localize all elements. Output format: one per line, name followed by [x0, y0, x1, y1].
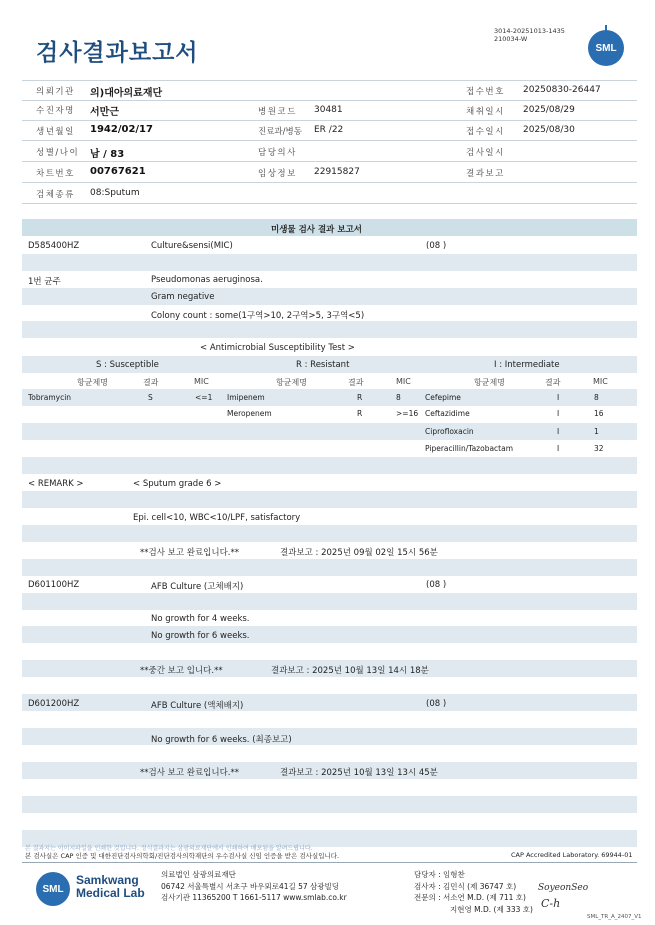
- legend-intermediate: I : Intermediate: [494, 360, 560, 370]
- col-drug-1: 항균제명: [77, 378, 108, 387]
- report-label: 결과보고: [466, 169, 505, 179]
- examiner: 검사자 : 김민식 (제 36747 호): [414, 881, 517, 891]
- ast-drug: Cefepime: [425, 393, 461, 402]
- row-band: [22, 694, 637, 711]
- patient-label: 수진자명: [36, 106, 75, 116]
- test1-name: Culture&sensi(MIC): [151, 241, 233, 251]
- divider: [22, 182, 637, 183]
- colony-count: Colony count : some(1구역>10, 2구역>5, 3구역<5): [151, 311, 365, 321]
- ast-mic: 8: [594, 393, 599, 402]
- test3-line1: No growth for 6 weeks. (최종보고): [151, 735, 292, 745]
- specimen-value: 08:Sputum: [90, 188, 140, 198]
- row-band: [22, 389, 637, 406]
- status2-time: 결과보고 : 2025년 10월 13일 14시 18분: [271, 666, 429, 676]
- ast-result: I: [557, 393, 560, 402]
- signature-2: C-h: [541, 897, 561, 910]
- sex-age-value: 남 / 83: [90, 149, 125, 160]
- test2-specimen: (08 ): [426, 580, 447, 590]
- collect-date-label: 채취일시: [466, 107, 505, 117]
- ast-drug: Piperacillin/Tazobactam: [425, 444, 514, 453]
- legend-susceptible: S : Susceptible: [96, 360, 159, 370]
- manager: 담당자 : 임형찬: [414, 870, 465, 879]
- document-number: [494, 27, 565, 43]
- organism-name: Pseudomonas aeruginosa.: [151, 275, 263, 285]
- test2-code: D601100HZ: [28, 580, 80, 590]
- requester-value: 의)대아의료재단: [90, 88, 163, 99]
- logo-line2: Medical Lab: [76, 886, 145, 900]
- ast-title: < Antimicrobial Susceptibility Test >: [200, 343, 355, 353]
- cert-note: 본 검사실은 CAP 인증 및 대한진단검사의학회/진단검사의학재단의 우수검사실 신임 인증을 받은 검사실입니다.: [25, 852, 340, 860]
- specimen-label: 검체종류: [36, 190, 75, 200]
- test3-name: AFB Culture (액체배지): [151, 701, 244, 711]
- divider: [22, 80, 637, 81]
- ast-drug: Imipenem: [227, 393, 265, 402]
- form-code: SML_TR_A_2407_V1: [587, 914, 642, 920]
- ast-result: R: [357, 409, 363, 418]
- remark-text: Epi. cell<10, WBC<10/LPF, satisfactory: [133, 513, 301, 523]
- receipt-date-value: 2025/08/30: [523, 125, 575, 135]
- col-mic-1: MIC: [194, 377, 209, 386]
- collect-date-value: 2025/08/29: [523, 105, 575, 115]
- status3: **검사 보고 완료입니다.**: [140, 768, 240, 778]
- dept-value: ER /22: [314, 125, 344, 135]
- test2-line1: No growth for 4 weeks.: [151, 614, 250, 624]
- specialist1: 전문의 : 서소연 M.D. (제 711 호): [414, 893, 526, 902]
- row-band: [22, 254, 637, 271]
- ast-mic: 1: [594, 427, 599, 436]
- ast-drug: Ceftazidime: [425, 409, 470, 418]
- organism-label: 1번 균주: [28, 277, 61, 287]
- ast-result: S: [148, 393, 153, 402]
- footer-divider: [22, 862, 637, 863]
- status2: **중간 보고 입니다.**: [140, 666, 223, 676]
- ast-drug: Ciprofloxacin: [425, 427, 474, 436]
- divider: [22, 203, 637, 204]
- document-number-line1: 3014-20251013-1435: [494, 27, 565, 35]
- test2-name: AFB Culture (고체배지): [151, 582, 244, 592]
- test3-code: D601200HZ: [28, 699, 80, 709]
- divider: [22, 120, 637, 121]
- doctor-label: 담당의사: [258, 148, 297, 158]
- test2-line2: No growth for 6 weeks.: [151, 631, 250, 641]
- receipt-date-label: 접수일시: [466, 127, 505, 137]
- col-mic-2: MIC: [396, 377, 411, 386]
- ast-result: I: [557, 444, 560, 453]
- ast-mic: >=16: [396, 409, 419, 418]
- col-mic-3: MIC: [593, 377, 608, 386]
- row-band: [22, 491, 637, 508]
- row-band: [22, 593, 637, 610]
- test1-specimen: (08 ): [426, 241, 447, 251]
- ast-result: R: [357, 393, 363, 402]
- ast-mic: 16: [594, 409, 604, 418]
- remark-grade: < Sputum grade 6 >: [133, 479, 222, 489]
- row-band: [22, 559, 637, 576]
- row-band: [22, 728, 637, 745]
- col-result-1: 결과: [143, 378, 159, 387]
- row-band: [22, 321, 637, 338]
- ast-result: I: [557, 409, 560, 418]
- logo-line1: Samkwang: [76, 873, 139, 887]
- hospital-code-label: 병원코드: [258, 107, 297, 117]
- footer-sml-logo: SML: [36, 872, 70, 906]
- ast-result: I: [557, 427, 560, 436]
- clinical-label: 임상정보: [258, 169, 297, 179]
- dept-label: 진료과/병동: [258, 127, 302, 137]
- ast-drug: Meropenem: [227, 409, 272, 418]
- status1: **검사 보고 완료입니다.**: [140, 548, 240, 558]
- sml-logo: SML: [588, 30, 624, 66]
- row-band: [22, 525, 637, 542]
- divider: [22, 161, 637, 162]
- cap-note: CAP Accredited Laboratory. 69944-01: [511, 851, 633, 859]
- test1-code: D585400HZ: [28, 241, 80, 251]
- row-band: [22, 288, 637, 305]
- ast-mic: 8: [396, 393, 401, 402]
- col-drug-3: 항균제명: [474, 378, 505, 387]
- remark-label: < REMARK >: [28, 479, 84, 489]
- receipt-no-value: 20250830-26447: [523, 85, 601, 95]
- page-title: 검사결과보고서: [36, 40, 199, 66]
- gram-stain: Gram negative: [151, 292, 215, 302]
- org-address: 06742 서울특별시 서초구 바우뫼로41길 57 삼광빌딩: [161, 881, 340, 891]
- requester-label: 의뢰기관: [36, 87, 75, 97]
- legend-resistant: R : Resistant: [296, 360, 350, 370]
- divider: [22, 100, 637, 101]
- chart-value: 00767621: [90, 166, 146, 177]
- row-band: [22, 626, 637, 643]
- row-band: [22, 457, 637, 474]
- row-band: [22, 423, 637, 440]
- col-result-2: 결과: [348, 378, 364, 387]
- row-band: [22, 796, 637, 813]
- birth-value: 1942/02/17: [90, 124, 153, 135]
- receipt-no-label: 접수번호: [466, 87, 505, 97]
- org-name: 의료법인 삼광의료재단: [161, 870, 236, 879]
- ast-mic: <=1: [195, 393, 213, 402]
- watermark-note: 본 결과지는 이미지파일을 인쇄한 것입니다. 정식결과지는 삼광의료재단에서 인쇄하여 배포됨을 알려드립니다.: [25, 845, 313, 852]
- birth-label: 생년월일: [36, 127, 75, 137]
- ast-mic: 32: [594, 444, 604, 453]
- ast-drug: Tobramycin: [28, 393, 72, 402]
- status1-time: 결과보고 : 2025년 09월 02일 15시 56분: [280, 548, 438, 558]
- specialist2: 지현영 M.D. (제 333 호): [450, 904, 533, 914]
- divider: [22, 140, 637, 141]
- col-result-3: 결과: [545, 378, 561, 387]
- patient-value: 서만근: [90, 107, 119, 118]
- signature-1: SoyeonSeo: [538, 883, 589, 893]
- section-title: 미생물 검사 결과 보고서: [271, 225, 362, 235]
- sex-age-label: 성별/나이: [36, 148, 80, 158]
- chart-label: 차트번호: [36, 169, 75, 179]
- test3-specimen: (08 ): [426, 699, 447, 709]
- footer-logo-text: [76, 874, 145, 900]
- hospital-code-value: 30481: [314, 105, 343, 115]
- col-drug-2: 항균제명: [276, 378, 307, 387]
- org-info: [161, 869, 347, 904]
- org-contact: 검사기관 11365200 T 1661-5117 www.smlab.co.kr: [161, 893, 347, 902]
- status3-time: 결과보고 : 2025년 10월 13일 13시 45분: [280, 768, 438, 778]
- clinical-value: 22915827: [314, 167, 360, 177]
- test-date-label: 검사일시: [466, 148, 505, 158]
- staff-info: [414, 869, 533, 915]
- document-number-line2: 210034-W: [494, 35, 528, 43]
